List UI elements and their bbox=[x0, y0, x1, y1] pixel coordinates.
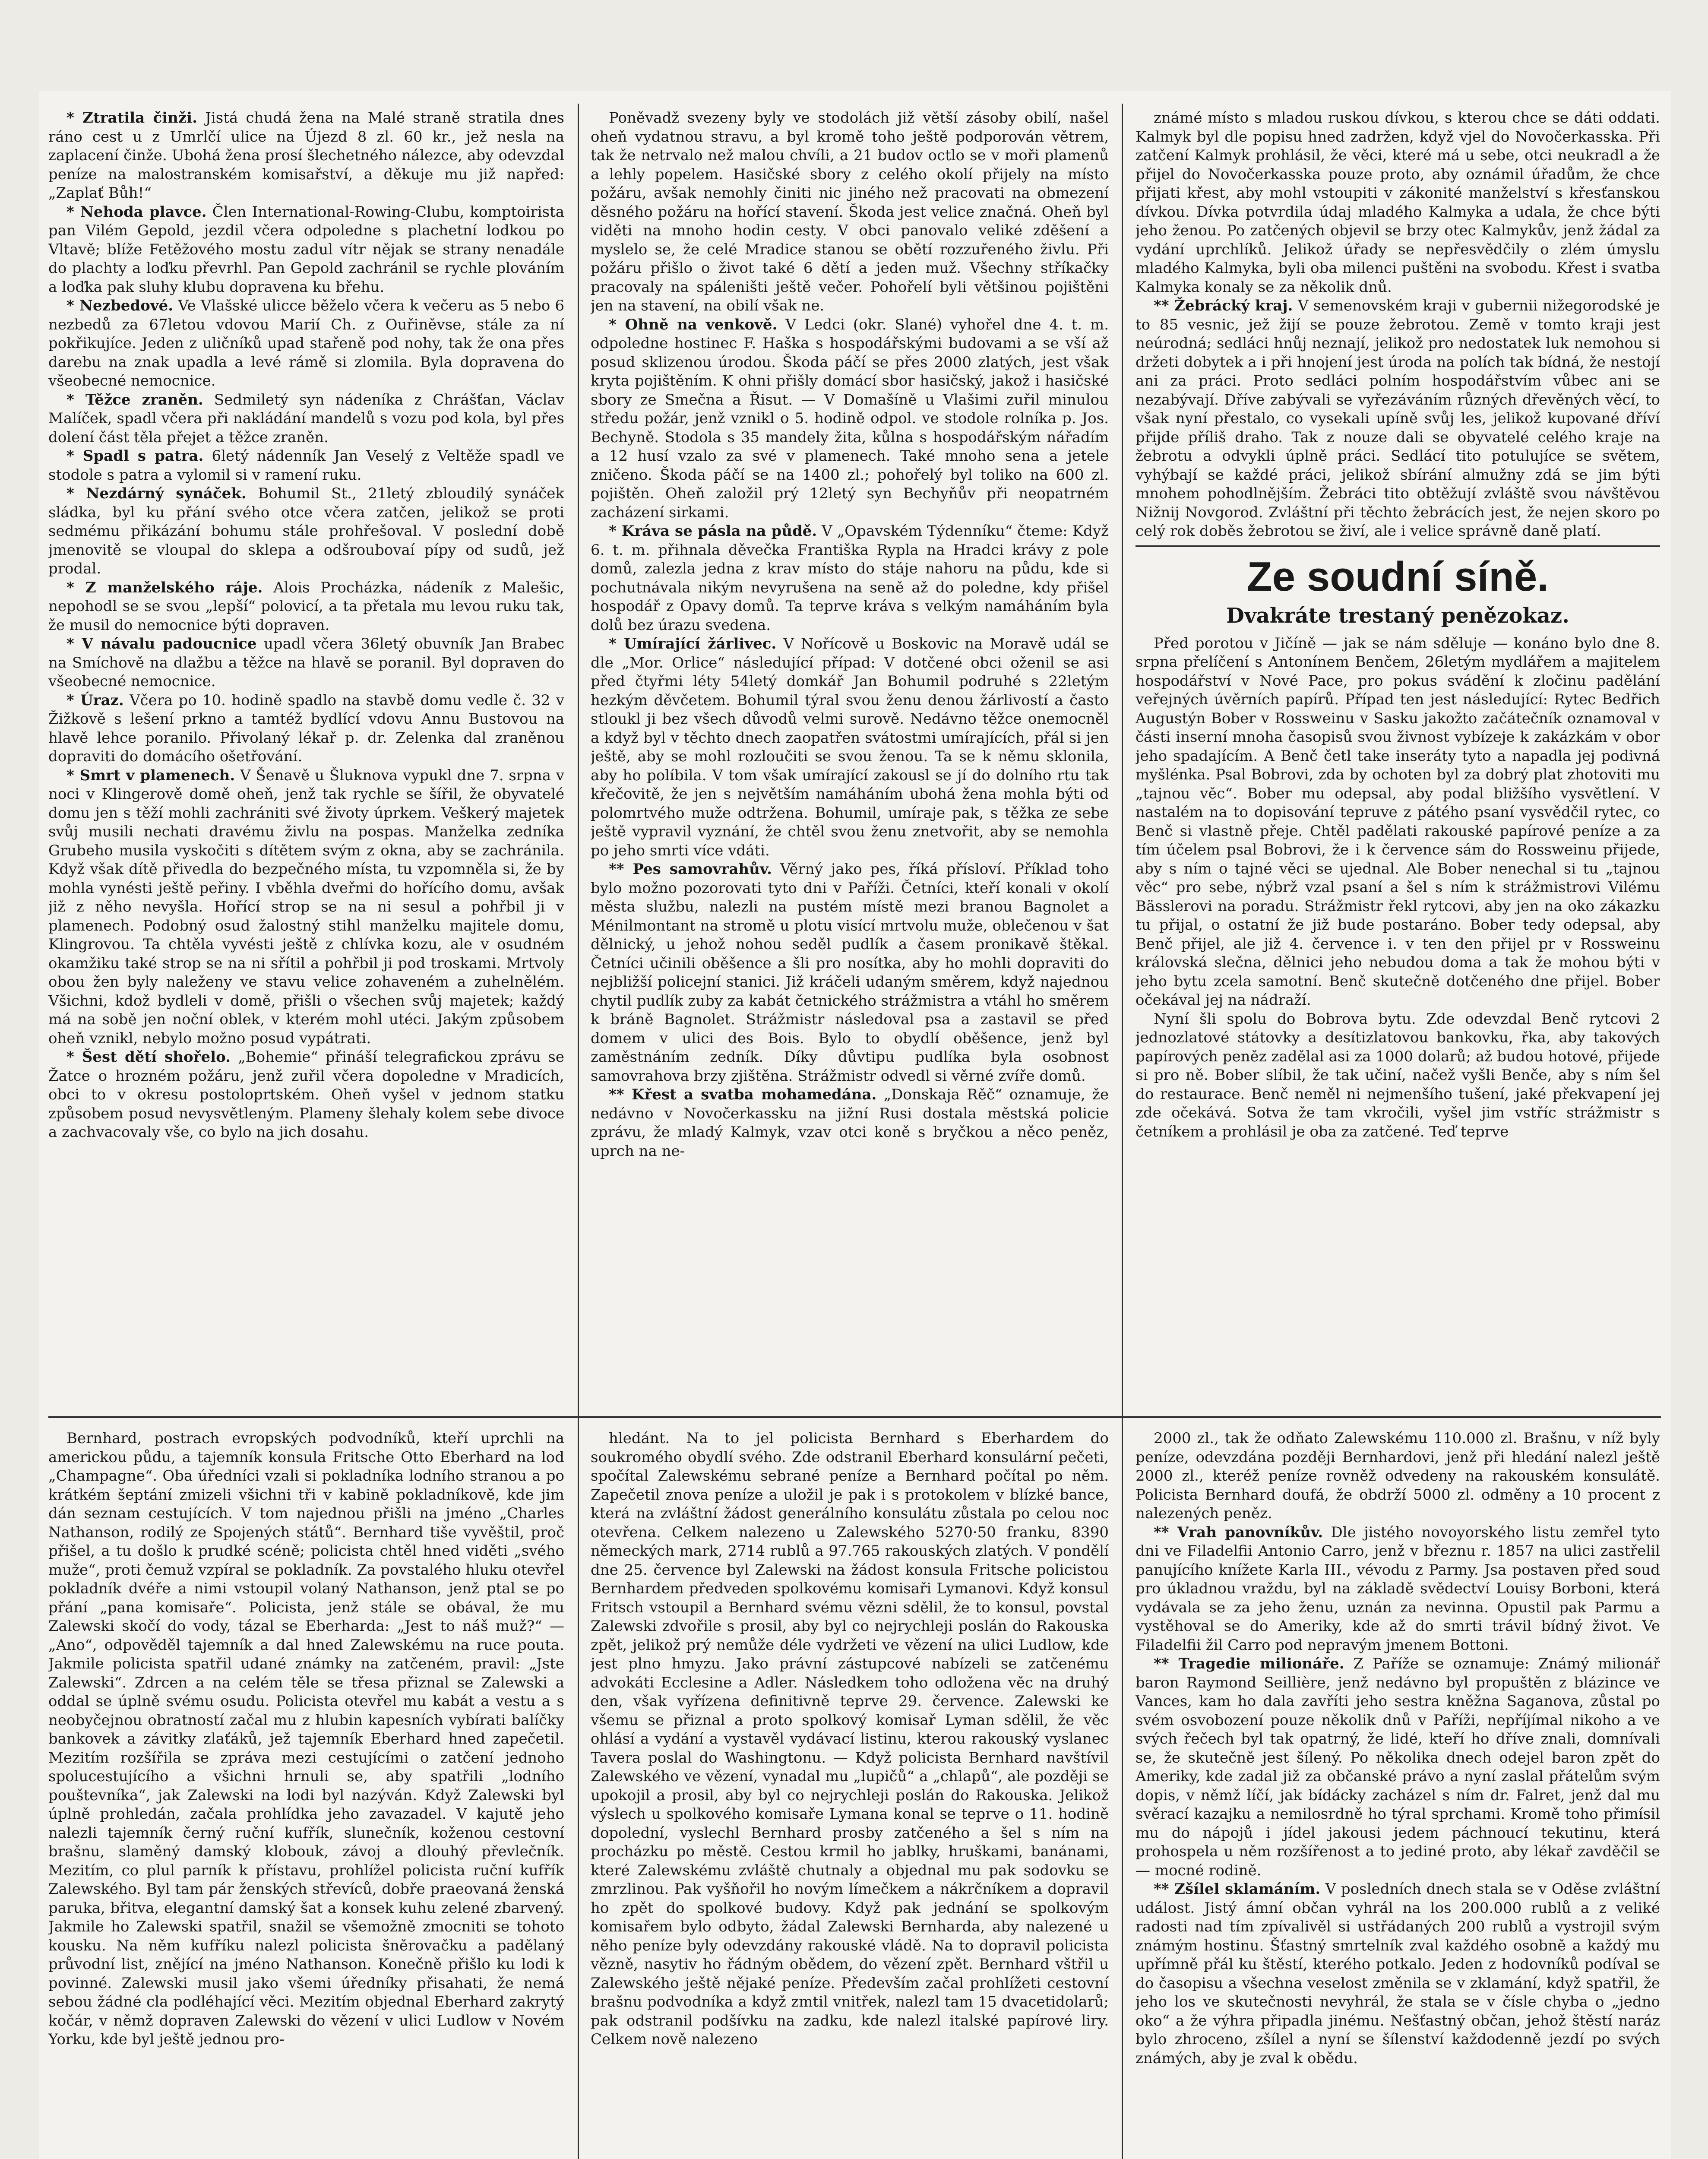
article-paragraph bbox=[48, 391, 564, 447]
article-paragraph bbox=[48, 297, 564, 391]
article-headline: ** Tragedie milionáře. bbox=[1154, 1655, 1344, 1672]
article-headline: * Nehoda plavce. bbox=[66, 203, 207, 221]
article-headline: * Těžce zraněn. bbox=[66, 391, 203, 408]
article-paragraph bbox=[48, 1429, 564, 2049]
article-text: Dle jistého novoyorského listu zemřel tyto dni ve Filadelfii Antonio Carro, jenž v březnu r. 1857 na ulici zastřelil panujícího knížete Karla III., vévodu z Parmy. Jsa postaven před soud pro úkladnou vraždu, byl na základě svědectví Louisy Borboni, která vydávala se za jeho ženu, uznán za nevinna. Opustil pak Parmu a vystěhoval se do Ameriky, kde až do smrti trávil bídný život. Ve Filadelfii žil Carro pod nepravým jmenem Bottoni. bbox=[1136, 1523, 1660, 1654]
article-text: Včera po 10. hodině spadlo na stavbě domu vedle č. 32 v Žižkově s lešení prkno a tamtéž bydlící vdovu Annu Bustovou na hlavě lehce poranilo. Přivolaný lékař p. dr. Zelenka dal zraněnou dopraviti do domácího ošetřování. bbox=[48, 691, 564, 765]
article-headline: * Ohně na venkově. bbox=[609, 316, 778, 333]
article-paragraph bbox=[1136, 1523, 1660, 1655]
article-headline: * Kráva se pásla na půdě. bbox=[609, 522, 817, 540]
article-text: Alois Procházka, nádeník z Malešic, nepohodl se se svou „lepší“ polovicí, a ta přetala mu levou ruku tak, že musil do nemocnice býti dopraven. bbox=[48, 579, 564, 634]
article-text: Poněvadž svezeny byly ve stodolách již větší zásoby obilí, našel oheň vydatnou stravu, a byl kromě toho ještě podporován větrem, tak že netrvalo než malou chvíli, a 21 budov octlo se v moři plamenů a lehly popelem. Hasičské sbory z celého okolí přijely na místo požáru, avšak nemohly činiti nic jiného než pracovati na obmezení děsného požáru na hořící stavení. Škoda jest velice značná. Oheň byl viděti na mnoho hodin cesty. V obci panovalo veliké zděšení a myslelo se, že celé Mradice stanou se obětí rozzuřeného živlu. Při požáru přišlo o život také 6 dětí a jeden muž. Všechny stříkačky pracovaly na spáleništi ještě večer. Pohořelí byli většinou pojištěni jen na stavení, na obilí však ne. bbox=[591, 109, 1109, 314]
article-text: V semenovském kraji v gubernii nižegorodské je to 85 vesnic, jež žijí se pouze žebrotou. Země v tomto kraji jest neúrodná; sedláci hnůj neznají, jelikož pro nedostatek luk nemohou si držeti dobytek a i při hnojení jest úroda na polích tak bídná, že nestojí ani za práci. Proto sedláci polním hospodářstvím vůbec ani se nezabývají. Dříve zabývali se vyřezáváním různých dřevěných věcí, to však nyní přestalo, co vysekali upíně svůj les, jelikož kupované dříví přijde příliš draho. Tak z nouze dali se obyvatelé celého kraje na žebrotu a odvykli úplně práci. Sedlácí tito potulujíce se světem, vyhýbají se každé práci, jelikož sbírání almužny zdá se jim býti mnohem pohodlnějším. Žebráci tito obtěžují zvláště svou návštěvou Nižnij Novgorod. Zvláštní při těchto žebrácích jest, že nejen skoro po celý rok doběs žebrotou se živí, ale i velice správně daně platí. bbox=[1136, 297, 1660, 540]
article-headline: * Nezbedové. bbox=[66, 297, 174, 314]
article-paragraph bbox=[1136, 1429, 1660, 1523]
article-paragraph bbox=[48, 1048, 564, 1142]
article-paragraph bbox=[48, 447, 564, 484]
article-text: Jistá chudá žena na Malé straně stratila dnes ráno cest u z Umrlčí ulice na Újezd 8 zl. 60 kr., jež nesla na zaplacení činže. Ubohá žena prosí šlechetného nálezce, aby odevzdal peníze na malostranském komisařství, a děkuje mu již napřed: „Zaplať Bůh!“ bbox=[48, 109, 564, 202]
article-list bbox=[48, 109, 564, 1142]
article-text: 6letý nádenník Jan Veselý z Veltěže spadl ve stodole s patra a vylomil si v ramení ruku. bbox=[48, 447, 564, 484]
article-paragraph bbox=[1136, 297, 1660, 541]
article-headline: ** Žebrácký kraj. bbox=[1154, 297, 1293, 314]
article-headline: * Umírající žárlivec. bbox=[609, 635, 777, 652]
article-text: V „Opavském Týdenníku“ čteme: Když 6. t. m. přihnala děvečka Františka Rypla na Hradci krávy z pole domů, zalezla jedna z krav místo do stáje nahoru na půdu, kde si pochutnávala nikým nevyrušena na seně až do poledne, kdy přišel hospodář z Opavy domů. Ta teprve kráva s velkým namáháním byla dolů bez úrazu svedena. bbox=[591, 522, 1109, 634]
article-headline: ** Pes samovrahův. bbox=[609, 861, 772, 878]
article-text: Před porotou v Jičíně — jak se nám sděluje — konáno bylo dne 8. srpna přelíčení s Antonínem Benčem, 26letým mydlářem a majitelem hospodářství v Nové Pace, pro pokus svádění k zločinu padělání veřejných úvěrních papírů. Případ ten jest následující: Rytec Bedřich Augustýn Bober v Rossweinu v Sasku jakožto začátečník oznamoval v části inserní mnoha časopisů svou živnost vybízeje k zakázkám v obor jeho spadajícím. A Benč četl take inseráty tyto a napadla jej podivná myšlénka. Psal Bobrovi, zda by ochoten byl za dobrý plat zhotoviti mu „tajnou věc“. Bober mu odepsal, aby podal bližšího vysvětlení. V nastalém na to dopisování tepruve z pátého psaní vysvědčil rytec, co Benč si vlastně přeje. Chtěl padělati rakouské papírové peníze a za tím účelem psal Bobrovi, že i k července sám do Rossweinu přijede, aby s ním o tajné věci se ujednal. Ale Bober nenechal si tu „tajnou věc“ pro sebe, nýbrž vzal psaní a šel s ním k strážmistrovi Vilému Bässlerovi na poradu. Strážmistr řekl rytcovi, aby jen na oko zákazku tu přijal, o ostatní že již bude postaráno. Bober tedy odepsal, aby Benč přijel, ale již 4. července i. v ten den přijel pr v Rossweinu královská slečna, dělnici jeho nebudou doma a tak že mohou býti v jeho bytu zcela samotní. Benč skutečně dotčeného dne přijel. Bober očekával jej na nádraží. bbox=[1136, 634, 1660, 1009]
article-paragraph bbox=[591, 635, 1109, 860]
article-paragraph bbox=[48, 691, 564, 766]
article-paragraph bbox=[591, 316, 1109, 522]
article-paragraph bbox=[48, 203, 564, 297]
column-2-top bbox=[591, 109, 1109, 1409]
column-1-bottom bbox=[48, 1429, 564, 2159]
article-headline: * Ztratila činži. bbox=[66, 109, 197, 127]
column-3-top bbox=[1136, 109, 1660, 1409]
article-headline: Dvakráte trestaný penězokaz. bbox=[1226, 603, 1569, 628]
horizontal-rule bbox=[48, 1416, 1661, 1418]
article-paragraph bbox=[48, 766, 564, 1048]
column-2-bottom bbox=[591, 1429, 1109, 2159]
article-text: Sedmiletý syn nádeníka z Chrášťan, Václav Malíček, spadl včera při nakládání mandelů s vozu pod kola, byl přes dolení část těla přejet a těžce zraněn. bbox=[48, 391, 564, 446]
article-headline: * Šest dětí shořelo. bbox=[66, 1048, 231, 1066]
article-headline: * Z manželského ráje. bbox=[66, 579, 263, 596]
article-list bbox=[1136, 634, 1660, 1142]
article-text: Člen International-Rowing-Clubu, komptoirista pan Vilém Gepold, jezdil včera odpoledne s plachetní lodkou po Vltavě; blíže Fetěžového mostu zadul vítr nějak se strany nenadále do plachty a loďku převrhl. Pan Gepold zachránil se rychle plováním a loďka pak sluhy klubu dopravena ku břehu. bbox=[48, 203, 564, 296]
article-list bbox=[1136, 1429, 1660, 2068]
article-headline: ** Zšílel sklamáním. bbox=[1154, 1880, 1321, 1898]
article-headline: * Nezdárný synáček. bbox=[66, 485, 247, 502]
article-headline: * Smrt v plamenech. bbox=[66, 766, 235, 784]
article-headline: ** Vrah panovníkův. bbox=[1154, 1523, 1323, 1541]
article-list bbox=[48, 1429, 564, 2049]
article-text: Bohumil St., 21letý zbloudilý synáček sládka, byl ku přání svého otce včera zatčen, jelikož se proti sedmému přikázání bohumu stále prohřešoval. V poslední době jmenovitě se vloupal do sklepa a odšroubovaí pípy od sudů, jež prodal. bbox=[48, 485, 564, 577]
article-text: Z Paříže se oznamuje: Známý milionář baron Raymond Seillière, jenž nedávno byl propuštěn z blázince ve Vances, kam ho dala zavříti jeho sestra kněžna Saganova, zůstal po svém osvobození pouze několik dnů v Paříži, nepříjímal nikoho a ve svých řečech byl tak opatrný, že lidé, kteří ho dříve znali, domnívali se, že skutečně jest šílený. Po několika dnech odejel baron zpět do Ameriky, kde zadal již za občanské právo a nyní zaslal přátelům svým dopis, v němž líčí, jak bídácky zacházel s ním dr. Falret, jenž dal mu svěrací kazajku a nemilosrdně ho týral sprchami. Kromě toho přimísil mu do nápojů i jídel jakousi jedem páchnoucí tekutinu, která prohospela u něm rozšířenost a to jediné proto, aby lékař zavděčil se — mocné rodině. bbox=[1136, 1655, 1660, 1879]
article-list bbox=[591, 1429, 1109, 2049]
article-text: Nyní šli spolu do Bobrova bytu. Zde odevzdal Benč rytcovi 2 jednozlatové státovky a desítizlatovou bankovku, řka, aby takových papírových peněz zadělal asi za 1000 dolarů; až budou hotové, přijede si pro ně. Bober slíbil, že tak učiní, načež vyšli Benče, aby s ním šel do restaurace. Benč neměl ni nejmenšího tušení, jaké překvapení jej zde očekává. Sotva že tam vkročili, vyšel jim vstříc strážmistr s četníkem a prohlásil je oba za zatčené. Teď teprve bbox=[1136, 1010, 1660, 1140]
article-paragraph bbox=[48, 579, 564, 635]
article-paragraph bbox=[48, 109, 564, 203]
article-headline: * V návalu padoucnice bbox=[66, 635, 257, 652]
article-text: „Bohemie“ přináší telegrafickou zprávu se Žatce o hrozném požáru, jenž zuřil včera dopoledne v Mradicích, obci to v okresu postoloprtském. Oheň vyšel v jednom statku způsobem posud nevysvětleným. Plameny šlehaly kolem sebe divoce a zachvacovaly vše, co bylo na jich dosahu. bbox=[48, 1048, 564, 1141]
article-text: Věrný jako pes, říká přísloví. Příklad toho bylo možno pozorovati tyto dni v Paříži. Četníci, kteří konali v okolí města službu, nalezli na pustém místě mezi branou Bagnolet a Ménilmontant na stromě u plotu visící mrtvolu muže, oblečenou v šat dělnický, u jehož nohou seděl pudlík a časem pronikavě štěkal. Četníci učinili oběšence a šli pro nosítka, aby ho mohli dopraviti do nejbližší policejní stanici. Již kráčeli udaným směrem, když najednou chytil pudlík zuby za kabát četnického strážmistra a vtáhl ho směrem k bráně Bagnolet. Strážmistr následoval psa a zastavil se před domem v ulici des Bois. Bylo to obydlí oběšence, jenž byl zaměstnáním zedník. Díky důvtipu pudlíka byla osobnost samovrahova brzy zjištěna. Strážmistr odvedl si věrné zvíře domů. bbox=[591, 861, 1109, 1085]
article-list bbox=[591, 109, 1109, 1161]
article-paragraph bbox=[591, 522, 1109, 635]
article-text: Ve Vlašské ulicce běželo včera k večeru as 5 nebo 6 nezbedů za 67letou vdovou Marií Ch. z Ouřiněvse, stále za ní pokřikujíce. Jeden z uličníků upad stařeně pod nohy, tak že ona přes darebu na znak upadla a levé rámě si zlomila. Byla dopravena do všeobecné nemocnice. bbox=[48, 297, 564, 389]
column-1-top bbox=[48, 109, 564, 1409]
column-divider bbox=[1122, 104, 1123, 2159]
article-paragraph bbox=[48, 484, 564, 579]
article-paragraph bbox=[591, 109, 1109, 316]
article-text: upadl včera 36letý obuvník Jan Brabec na Smíchově na dlažbu a těžce na hlavě se poranil. Byl dopraven do všeobecné nemocnice. bbox=[48, 635, 564, 690]
article-headline: * Spadl s patra. bbox=[66, 447, 204, 465]
article-paragraph bbox=[1136, 1010, 1660, 1142]
article-paragraph bbox=[1136, 109, 1660, 297]
article-text: V Šenavě u Šluknova vypukl dne 7. srpna v noci v Klingerově domě oheň, jenž tak rychle se šířil, že obyvatelé domu jen s těží mohli zachrániti své životy úprkem. Veškerý majetek svůj musili nechati dravému živlu na pospas. Manželka zedníka Grubeho musila vyskočiti s dítětem svým z okna, aby se zachránila. Když však dítě přivedla do bezpečného místa, tu vzpomněla si, že by mohla vynésti ještě peřiny. I vběhla dveřmi do hořícího domu, avšak již z něho nevyšla. Hořící strop se na ni sesul a pohřbil ji v plamenech. Podobný osud žalostný stihl manželku majitele domu, Klingrovou. Ta chtěla vyvésti ještě z chlívka kozu, ale v osudném okamžiku také strop se na ni sřítil a pohřbil ji pod troskami. Mrtvoly obou žen byly naleženy ve stavu velice zohaveném a zuhelnělém. Všichni, kdož bydleli v domě, přišli o všechen svůj majetek; každý má na sobě jen noční oblek, v kterém mohl utéci. Jakým způsobem oheň vznikl, nebylo možno posud vypátrati. bbox=[48, 766, 564, 1047]
article-text: známé místo s mladou ruskou dívkou, s kterou chce se dáti oddati. Kalmyk byl dle popisu hned zadržen, když vjel do Novočerkasska. Při zatčení Kalmyk prohlásil, že věci, které má u sebe, otci neukradl a že přijel do Novočerkasska pouze proto, aby oznámil úřadům, že chce přijati křest, aby mohl vstoupiti v zákonité manželství s křesťanskou dívkou. Dívka potvrdila údaj mladého Kalmyka a udala, že chce býti jeho ženou. Po zatčených objevil se brzy otec Kalmykův, jenž žádal za vydání uprchlíků. Jelikož úřady se nepřesvědčily o zlém úmyslu mladého Kalmyka, byli oba milenci puštěni na svobodu. Křest i svatba Kalmyka konaly se za několik dnů. bbox=[1136, 109, 1660, 296]
article-text: V Ledci (okr. Slané) vyhořel dne 4. t. m. odpoledne hostinec F. Haška s hospodářskými budovami a se vší až posud sklizenou úrodou. Škoda páčí se přes 2000 zlatých, jest však kryta pojištěním. K ohni přišly domácí sbor hasičský, jakož i hasičské sbory ze Smečna a Řisut. — V Domašíně u Vlašimi zuřil minulou středu požár, jenž vznikl o 5. hodině odpol. ve stodole rolníka p. Jos. Bechyně. Stodola s 35 mandely žita, kůlna s hospodářským nářadím a 12 husí vzalo za své v plamenech. Také mnoho sena a jetele zničeno. Škoda páčí se na 1400 zl.; pohořelý byl toliko na 600 zl. pojištěn. Oheň založil prý 12letý syn Bechyňův při neopatrném zacházení sirkami. bbox=[591, 316, 1109, 521]
article-headline: * Úraz. bbox=[66, 691, 124, 709]
article-paragraph bbox=[591, 1086, 1109, 1161]
article-text: Bernhard, postrach evropských podvodníků, kteří uprchli na americkou půdu, a tajemník konsula Fritsche Otto Eberhard na loď „Champagne“. Oba úředníci vzali si pokladníka lodního stranou a po krátkém šeptání zmizeli všichni tři v kabině pokladníkově, kde jim dán seznam cestujících. V tom najednou přišli na jméno „Charles Nathanson, rodilý ze Spojených států“. Bernhard tiše vyvěštil, proč přišel, a tu došlo k prudké scéně; policista chtěl hned viděti „svého muže“, proti čemuž vzpíral se pokladník. Za povstalého hluku otevřel pokladník dvéře a nimi vstoupil volaný Nathanson, jenž ptal se po přání „pana komisaře“. Policista, jenž stále se obával, že mu Zalewski skočí do vody, tázal se Eberharda: „Jest to náš muž?“ — „Ano“, odpověděl tajemník a dal hned Zalewskému na ruce pouta. Jakmile policista spatřil udané známky na zatčeném, pravil: „Jste Zalewski“. Zdrcen a na celém těle se třesa přiznal se Zalewski a oddal se úplně svému osudu. Policista otevřel mu kabát a vestu a s neobyčejnou obratností začal mu z hlubin kapesních vybírati balíčky bankovek a závitky zlaťáků, jež tajemník Eberhard hned zapečetil. Mezitím rozšířila se zpráva mezi cestujícími o zatčení jednoho spolucestujícího a všichni hrnuli se, aby spatřili „lodního pouštevníka“, jak Zalewski na lodi byl nazýván. Když Zalewski byl úplně prohledán, začala prohlídka jeho zavazadel. V kajutě jeho nalezli tajemník černý ruční kufřík, slunečník, koženou cestovní brašnu, slaměný damský klobouk, závoj a dlouhý převlečník. Mezitím, co plul parník k přístavu, prohlížel policista ruční kufřík Zalewského. Byl tam pár ženských střevíců, dobře praeovaná ženská paruka, břitva, elegantní damský šat a konsek kuhu zelené zbarvený. Jakmile ho Zalewski spatřil, snažil se všemožně zmocniti se tohoto kousku. Na něm kufříku nalezl policista šněrovačku a padělaný průvodní list, znějící na jméno Nathanson. Konečně přišlo ku lodi k povinné. Zalewski musil jako všemi úředníky přisahati, že nemá sebou žádné cla podléhající věci. Mezitím objednal Eberhard zakrytý kočár, v němž dopraven Zalewski do vězení v ulici Ludlow v Novém Yorku, kde byl ještě jednou pro- bbox=[48, 1430, 564, 2048]
article-paragraph bbox=[1136, 1880, 1660, 2068]
article-text: V Nořícově u Boskovic na Moravě udál se dle „Mor. Orlice“ následující případ: V dotčené obci oženil se asi před čtyřmi léty 54letý domkář Jan Bohumil podruhé s 22letým hezkým děvčetem. Bohumil týral svou ženu denou žárlivostí a často stloukl ji bez všech důvodů velmi surově. Nedávno těžce onemocněl a když byl v těchto dnech zaopatřen svátostmi umírajících, přál si jen ještě, aby se mohl rozloučiti se svou ženou. Ta se k němu sklonila, aby ho políbila. V tom však umírající zakousl se jí do dolního rtu tak křečovitě, že jen s největším namáháním ubohá žena mohla býti od polomrtvého muže odtržena. Bohumil, umíraje pak, s těžka ze sebe ještě vypravil vyznání, že chtěl svou ženu znetvořit, aby se nemohla po jeho smrti více vdáti. bbox=[591, 635, 1109, 859]
newspaper-page bbox=[39, 91, 1671, 2159]
article-text: hledánt. Na to jel policista Bernhard s Eberhardem do soukromého obydlí svého. Zde odstranil Eberhard konsulární pečeti, spočítal Zalewskému sebrané peníze a Bernhard počítal po něm. Zapečetil znova peníze a uložil je pak i s protokolem v blízké bance, která na zvláštní žádost generálního konsulátu zůstala po celou noc otevřena. Celkem nalezeno u Zalewského 5270·50 franku, 8390 německých mark, 2714 rublů a 97.765 rakouských zlatých. V pondělí dne 25. července byl Zalewski na žádost konsula Fritsche policistou Bernhardem předveden spolkovému komisaři Lymanovi. Když konsul Fritsch vstoupil a Bernhard svému vězni sdělil, že to konsul, povstal Zalewski zdvořile s prosil, aby byl co nejrychleji poslán do Rakouska zpět, jelikož prý nemůže déle vydržeti ve vězení na ulici Ludlow, kde jest plno hmyzu. Jako právní zástupcové nabízeli se zatčenému advokáti Ecclesine a Adler. Následkem toho odložena věc na druhý den, však vyřízena definitivně teprve 29. července. Zalewski ke všemu se přiznal a proto spolkový komisař Lyman sdělil, že věc ohlásí a vydání a vystavěl vydávací listinu, kterou rakouský vyslanec Tavera poslal do Washingtonu. — Když policista Bernhard navštívil Zalewského ve vězení, vynadal mu „lupičů“ a „chlapů“, ale později se upokojil a prosil, aby byl co nejrychleji poslán do Rakouska. Jelikož výslech u spolkového komisaře Lymana konal se teprve o 11. hodině dopolední, vyslechl Bernhard prosby zatčeného a šel s ním na procházku po městě. Cestou krmil ho jablky, hruškami, banánami, které Zalewskému zvláště chutnaly a objednal mu pak sodovku se zmrzlinou. Pak vyšňořil ho novým límečkem a nákrčníkem a dopravil ho zpět do spolkové budovy. Když pak jednání se spolkovým komisařem bylo odbyto, žádal Zalewski Bernharda, aby nalezené u něho peníze byly odevzdány rakouské vládě. Na to dopravil policista vězně, nasytiv ho řádným obědem, do vězení zpět. Bernhard vštřil u Zalewského ještě nějaké peníze. Především začal prohlížeti cestovní brašnu podvodníka a když zmtil vnitřek, nalezl tam 15 dvacetidolarů; pak odstranil podšívku na zadku, kde nalezl italské papírové liry. Celkem nově nalezeno bbox=[591, 1430, 1109, 2048]
article-paragraph bbox=[591, 860, 1109, 1086]
article-paragraph bbox=[1136, 1655, 1660, 1880]
article-paragraph bbox=[48, 635, 564, 691]
article-paragraph bbox=[591, 1429, 1109, 2049]
article-text: V posledních dnech stala se v Oděse zvláštní událost. Jistý ámní občan vyhrál na los 200.000 rublů a z veliké radosti nad tím zpívalivěl si ustřádaných 200 rublů a vystrojil svým známým hostinu. Šťastný smrtelník zval každého osobně a každý mu upřímně přál ku štěstí, kterého potkalo. Jeden z hodovníků podíval se do časopisu a všechna veselost změnila se v zklamání, když spatřil, že jeho los ve skutečnosti nevyhrál, že stala se v čísle chyba o „jedno oko“ a že výhra připadla jinému. Nešťastný občan, jehož štěstí naráz bylo zhroceno, zšílel a nyní se šílenství každodenně jezdí po svých známých, aby je zval k obědu. bbox=[1136, 1880, 1660, 2067]
article-text: „Donskaja Rěč“ oznamuje, že nedávno v Novočerkassku na jižní Rusi dostala městská policie zprávu, že mladý Kalmyk, vzav otci koně s bryčkou a něco peněz, uprch na ne- bbox=[591, 1086, 1109, 1160]
column-divider bbox=[578, 104, 579, 2159]
column-3-bottom bbox=[1136, 1429, 1660, 2159]
section-rule bbox=[1136, 545, 1660, 547]
article-list bbox=[1136, 109, 1660, 541]
article-text: 2000 zl., tak že odňato Zalewskému 110.000 zl. Brašnu, v níž byly peníze, odevzdána později Bernhardovi, jenž při hledání nalezl ještě 2000 zl., kteréž peníze rovněž odvedeny na rakouském konsulátě. Policista Bernhard doufá, že obdrží 5000 zl. odměny a 10 procent z nalezených peněz. bbox=[1136, 1430, 1660, 1522]
section-title: Ze soudní síně. bbox=[1247, 553, 1549, 600]
article-headline: ** Křest a svatba mohamedána. bbox=[609, 1086, 877, 1103]
article-paragraph bbox=[1136, 634, 1660, 1010]
